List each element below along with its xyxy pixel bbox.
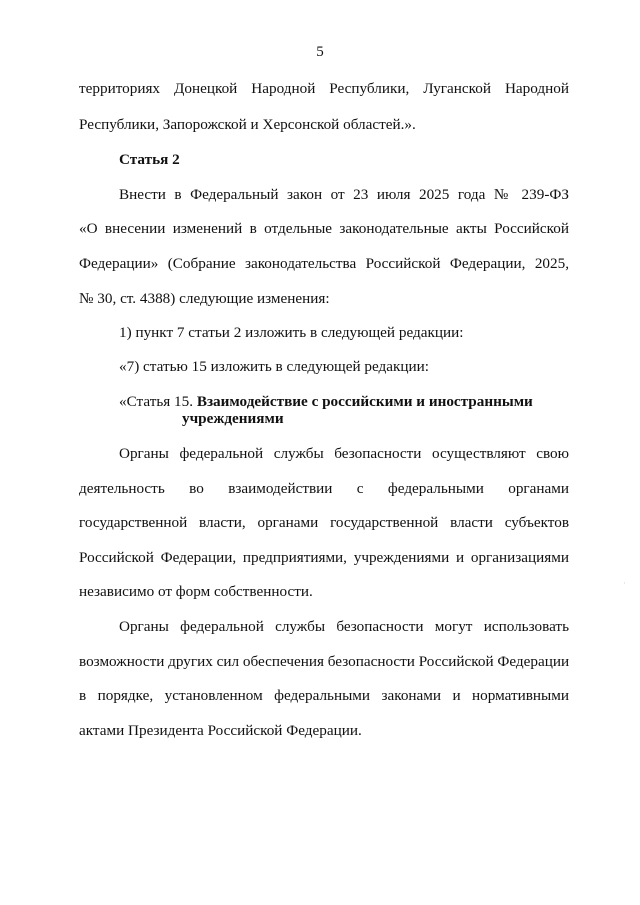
text-line: независимо от форм собственности. [79,583,313,600]
text-line: Органы федеральной службы безопасности могут использовать [119,618,569,635]
text-line: Органы федеральной службы безопасности осуществляют свою [119,445,569,462]
text-line: актами Президента Российской Федерации. [79,722,362,739]
margin-mark: · [623,578,626,588]
article-15-prefix: «Статья 15. [119,393,194,410]
list-item: «7) статью 15 изложить в следующей редакции: [119,358,429,375]
text-line: возможности других сил обеспечения безопасности Российской Федерации [79,653,570,670]
text-line: Республики, Запорожской и Херсонской областей.». [79,116,416,133]
article-heading: Статья 2 [119,151,180,168]
text-line: государственной власти, органами государственной власти субъектов [79,514,569,531]
text-line: № 30, ст. 4388) следующие изменения: [79,290,330,307]
article-15-title-cont: учреждениями [182,410,284,427]
text-line: «О внесении изменений в отдельные законодательные акты Российской [79,220,569,237]
text-line: в порядке, установленном федеральными законами и нормативными [79,687,569,704]
list-item: 1) пункт 7 статьи 2 изложить в следующей редакции: [119,324,464,341]
article-15-title: Взаимодействие с российскими и иностранными [196,393,533,410]
text-line: Российской Федерации, предприятиями, учреждениями и организациями [79,549,569,566]
text-line: Внести в Федеральный закон от 23 июля 2025 года № 239-ФЗ [119,186,569,203]
page-number: 5 [316,44,324,60]
text-line: территориях Донецкой Народной Республики, Луганской Народной [79,80,569,97]
text-line: Федерации» (Собрание законодательства Российской Федерации, 2025, [79,255,569,272]
text-line: деятельность во взаимодействии с федеральными органами [79,480,569,497]
